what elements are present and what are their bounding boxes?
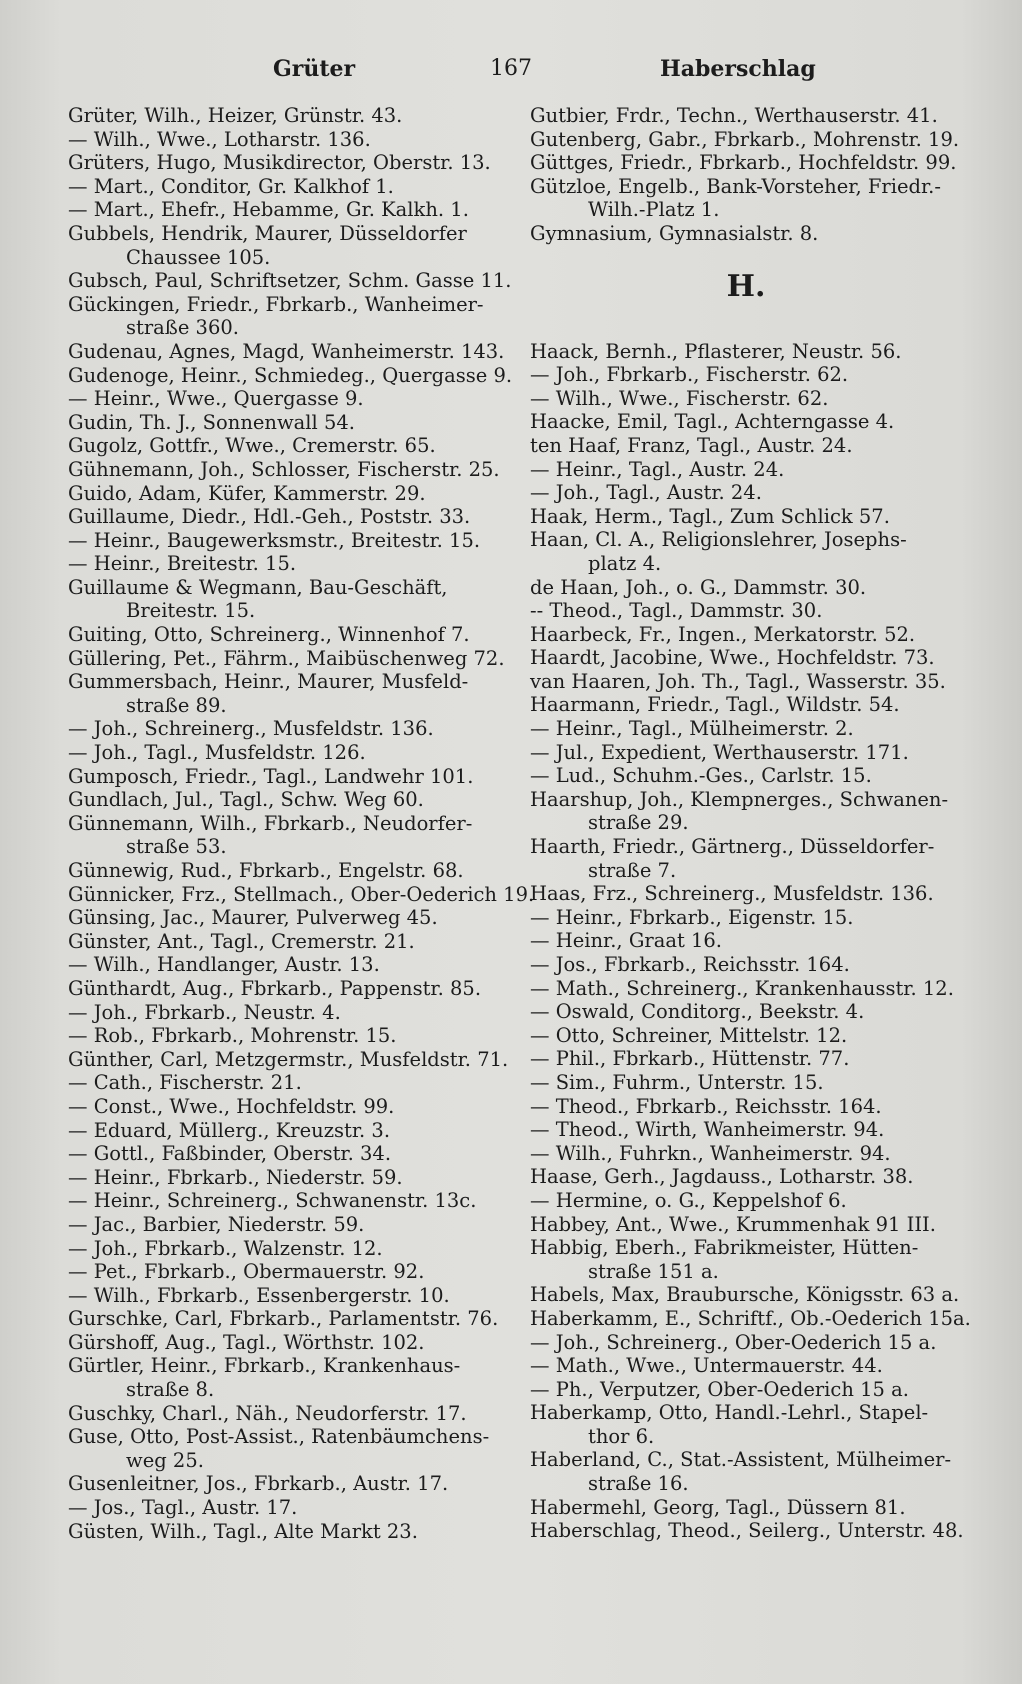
directory-entry bbox=[68, 1047, 509, 1072]
entry-continuation: Wilh.-Platz 1. bbox=[588, 198, 720, 222]
directory-entry bbox=[530, 717, 962, 741]
directory-entry bbox=[530, 1118, 962, 1142]
directory-entry bbox=[68, 930, 498, 954]
entry-line: Gummersbach, Heinr., Maurer, Musfeld- bbox=[68, 670, 469, 694]
entry-line: de Haan, Joh., o. G., Dammstr. 30. bbox=[530, 575, 867, 599]
entry-continuation: straße 151 a. bbox=[588, 1259, 719, 1283]
entry-line: Gurschke, Carl, Fbrkarb., Parlamentstr. 76. bbox=[68, 1307, 499, 1331]
entry-line: Günster, Ant., Tagl., Cremerstr. 21. bbox=[68, 929, 415, 953]
directory-entry bbox=[68, 1071, 498, 1095]
directory-entry bbox=[68, 1119, 498, 1143]
entry-line: — Jos., Fbrkarb., Reichsstr. 164. bbox=[530, 953, 850, 976]
directory-entry bbox=[68, 1284, 498, 1308]
directory-entry bbox=[68, 1213, 498, 1237]
directory-entry bbox=[68, 1354, 498, 1401]
entry-continuation: thor 6. bbox=[588, 1424, 655, 1448]
entry-line: -- Theod., Tagl., Dammstr. 30. bbox=[530, 599, 823, 623]
entry-line: — Hermine, o. G., Keppelshof 6. bbox=[530, 1188, 847, 1212]
entry-line: — Ph., Verputzer, Ober-Oederich 15 a. bbox=[530, 1377, 909, 1401]
entry-line: Güttges, Friedr., Fbrkarb., Hochfeldstr. 99. bbox=[530, 151, 957, 175]
directory-entry bbox=[530, 151, 962, 175]
directory-entry bbox=[530, 764, 962, 788]
directory-entry bbox=[530, 1071, 962, 1095]
entry-line: Grüter, Wilh., Heizer, Grünstr. 43. bbox=[68, 104, 403, 127]
entry-line: Haase, Gerh., Jagdauss., Lotharstr. 38. bbox=[530, 1165, 914, 1189]
directory-entry bbox=[68, 859, 498, 883]
directory-entry bbox=[530, 1306, 971, 1331]
directory-entry bbox=[68, 1331, 498, 1355]
directory-entry bbox=[530, 788, 962, 835]
directory-entry bbox=[68, 906, 498, 930]
directory-entry bbox=[530, 505, 962, 529]
directory-entry bbox=[68, 646, 505, 671]
directory-entry bbox=[530, 906, 962, 930]
entry-line: Guschky, Charl., Näh., Neudorferstr. 17. bbox=[68, 1401, 467, 1425]
directory-entry bbox=[68, 458, 498, 482]
entry-line: — Joh., Tagl., Musfeldstr. 126. bbox=[68, 741, 366, 765]
entry-line: Gutenberg, Gabr., Fbrkarb., Mohrenstr. 19. bbox=[530, 127, 960, 151]
directory-entry bbox=[68, 222, 498, 269]
directory-entry bbox=[68, 576, 498, 623]
entry-line: — Lud., Schuhm.-Ges., Carlstr. 15. bbox=[530, 764, 872, 788]
entry-line: Günther, Carl, Metzgermstr., Musfeldstr. 71. bbox=[68, 1047, 509, 1071]
directory-entry bbox=[530, 929, 962, 953]
entry-line: Habermehl, Georg, Tagl., Düssern 81. bbox=[530, 1495, 906, 1519]
entry-line: Gundlach, Jul., Tagl., Schw. Weg 60. bbox=[68, 788, 424, 812]
entry-line: — Wilh., Wwe., Lotharstr. 136. bbox=[68, 127, 371, 151]
entry-line: — Jul., Expedient, Werthauserstr. 171. bbox=[530, 740, 909, 764]
directory-entry bbox=[530, 363, 962, 387]
directory-entry bbox=[68, 339, 505, 364]
entry-line: — Wilh., Fbrkarb., Essenbergerstr. 10. bbox=[68, 1283, 450, 1307]
directory-entry bbox=[68, 1307, 498, 1331]
directory-entry bbox=[68, 1472, 498, 1496]
entry-continuation: Breitestr. 15. bbox=[126, 599, 256, 623]
entry-line: van Haaren, Joh. Th., Tagl., Wasserstr. 35. bbox=[530, 669, 946, 693]
entry-line: Guido, Adam, Küfer, Kammerstr. 29. bbox=[68, 481, 426, 505]
directory-entry bbox=[530, 1165, 962, 1189]
right-column-top bbox=[530, 104, 962, 246]
directory-entry bbox=[530, 458, 962, 482]
entry-line: — Otto, Schreiner, Mittelstr. 12. bbox=[530, 1023, 848, 1047]
directory-entry bbox=[68, 128, 498, 152]
entry-line: — Cath., Fischerstr. 21. bbox=[68, 1071, 302, 1095]
entry-line: Günnicker, Frz., Stellmach., Ober-Oederich 19. bbox=[68, 882, 535, 906]
entry-continuation: straße 360. bbox=[126, 316, 239, 340]
directory-entry bbox=[68, 741, 498, 765]
entry-line: Gubbels, Hendrik, Maurer, Düsseldorfer bbox=[68, 221, 467, 245]
directory-entry bbox=[68, 1260, 498, 1284]
entry-line: Haberland, C., Stat.-Assistent, Mülheimer- bbox=[530, 1448, 952, 1472]
entry-line: Haardt, Jacobine, Wwe., Hochfeldstr. 73. bbox=[530, 646, 935, 670]
directory-entry bbox=[530, 882, 962, 906]
directory-entry bbox=[530, 1213, 962, 1237]
entry-line: Gützloe, Engelb., Bank-Vorsteher, Friedr.- bbox=[530, 174, 941, 198]
directory-entry bbox=[68, 198, 498, 222]
directory-entry bbox=[530, 599, 962, 623]
entry-line: — Heinr., Tagl., Austr. 24. bbox=[530, 457, 785, 481]
directory-entry bbox=[68, 363, 513, 388]
directory-entry bbox=[68, 387, 498, 411]
directory-entry bbox=[68, 1520, 498, 1544]
entry-line: Günthardt, Aug., Fbrkarb., Pappenstr. 85. bbox=[68, 976, 482, 1000]
entry-line: Gudenoge, Heinr., Schmiedeg., Quergasse 9. bbox=[68, 363, 513, 387]
directory-entry bbox=[68, 175, 498, 199]
left-column bbox=[68, 104, 535, 1543]
header-left-keyword: Grüter bbox=[273, 56, 356, 82]
directory-entry bbox=[530, 222, 962, 246]
page-number: 167 bbox=[490, 56, 532, 81]
directory-entry bbox=[68, 623, 498, 647]
directory-entry bbox=[530, 670, 962, 694]
directory-entry bbox=[68, 977, 498, 1001]
directory-entry bbox=[530, 693, 962, 717]
entry-continuation: straße 16. bbox=[588, 1472, 689, 1496]
entry-line: Günsing, Jac., Maurer, Pulverweg 45. bbox=[68, 906, 438, 930]
entry-line: — Rob., Fbrkarb., Mohrenstr. 15. bbox=[68, 1024, 397, 1048]
entry-line: Habbig, Eberh., Fabrikmeister, Hütten- bbox=[530, 1236, 919, 1260]
entry-line: — Math., Wwe., Untermauerstr. 44. bbox=[530, 1354, 883, 1378]
entry-line: Haak, Herm., Tagl., Zum Schlick 57. bbox=[530, 504, 890, 528]
entry-line: — Sim., Fuhrm., Unterstr. 15. bbox=[530, 1070, 824, 1094]
entry-line: Haacke, Emil, Tagl., Achterngasse 4. bbox=[530, 410, 895, 434]
entry-line: — Joh., Fbrkarb., Fischerstr. 62. bbox=[530, 363, 849, 387]
entry-line: — Theod., Fbrkarb., Reichsstr. 164. bbox=[530, 1094, 882, 1118]
directory-entry bbox=[530, 1236, 962, 1283]
entry-continuation: Chaussee 105. bbox=[126, 245, 271, 269]
entry-line: — Joh., Fbrkarb., Walzenstr. 12. bbox=[68, 1236, 383, 1260]
entry-line: — Joh., Tagl., Austr. 24. bbox=[530, 481, 762, 505]
directory-entry bbox=[68, 1001, 498, 1025]
directory-entry bbox=[530, 481, 962, 505]
directory-entry bbox=[68, 293, 498, 340]
directory-entry bbox=[68, 411, 498, 435]
directory-entry bbox=[68, 788, 498, 812]
entry-continuation: straße 53. bbox=[126, 835, 227, 859]
directory-entry bbox=[68, 1402, 498, 1426]
directory-entry bbox=[530, 1448, 962, 1495]
entry-line: Gutbier, Frdr., Techn., Werthauserstr. 41. bbox=[530, 104, 938, 127]
entry-continuation: weg 25. bbox=[126, 1448, 204, 1472]
entry-line: — Joh., Schreinerg., Musfeldstr. 136. bbox=[68, 717, 434, 741]
entry-line: — Heinr., Fbrkarb., Niederstr. 59. bbox=[68, 1165, 403, 1189]
entry-line: Guse, Otto, Post-Assist., Ratenbäumchens- bbox=[68, 1425, 490, 1449]
directory-entry bbox=[530, 1047, 962, 1071]
entry-line: Günnemann, Wilh., Fbrkarb., Neudorfer- bbox=[68, 811, 473, 835]
entry-line: Gubsch, Paul, Schriftsetzer, Schm. Gasse 11. bbox=[68, 269, 512, 293]
entry-line: — Gottl., Faßbinder, Oberstr. 34. bbox=[68, 1142, 392, 1166]
entry-continuation: platz 4. bbox=[588, 551, 662, 575]
directory-entry bbox=[68, 482, 498, 506]
entry-line: Habbey, Ant., Wwe., Krummenhak 91 III. bbox=[530, 1212, 936, 1236]
directory-entry bbox=[530, 1378, 962, 1402]
entry-line: ten Haaf, Franz, Tagl., Austr. 24. bbox=[530, 433, 853, 457]
entry-line: Gumposch, Friedr., Tagl., Landwehr 101. bbox=[68, 764, 474, 788]
directory-entry bbox=[68, 1095, 498, 1119]
directory-entry bbox=[530, 340, 962, 364]
entry-line: Gürtler, Heinr., Fbrkarb., Krankenhaus- bbox=[68, 1354, 461, 1378]
directory-entry bbox=[530, 410, 962, 434]
directory-entry bbox=[68, 670, 498, 717]
directory-entry bbox=[530, 835, 962, 882]
directory-entry bbox=[530, 387, 962, 411]
entry-line: Güllering, Pet., Fährm., Maibüschenweg 72. bbox=[68, 646, 505, 670]
entry-line: Güsten, Wilh., Tagl., Alte Markt 23. bbox=[68, 1519, 418, 1543]
entry-line: — Theod., Wirth, Wanheimerstr. 94. bbox=[530, 1118, 885, 1142]
directory-entry bbox=[68, 1142, 498, 1166]
directory-entry bbox=[68, 104, 498, 128]
directory-entry bbox=[68, 552, 498, 576]
entry-continuation: straße 8. bbox=[126, 1378, 215, 1402]
entry-line: Gühnemann, Joh., Schlosser, Fischerstr. 25. bbox=[68, 457, 500, 481]
directory-entry bbox=[530, 1095, 962, 1119]
directory-entry bbox=[68, 812, 498, 859]
entry-line: — Heinr., Baugewerksmstr., Breitestr. 15. bbox=[68, 528, 481, 552]
right-column-bottom bbox=[530, 339, 971, 1543]
entry-line: Haarshup, Joh., Klempnerges., Schwanen- bbox=[530, 787, 949, 811]
directory-entry bbox=[530, 1519, 962, 1543]
entry-line: Gudin, Th. J., Sonnenwall 54. bbox=[68, 410, 355, 434]
directory-entry bbox=[530, 128, 962, 152]
directory-entry bbox=[68, 434, 498, 458]
entry-line: — Wilh., Wwe., Fischerstr. 62. bbox=[530, 386, 829, 410]
directory-entry bbox=[530, 953, 962, 977]
entry-line: Grüters, Hugo, Musikdirector, Oberstr. 13. bbox=[68, 151, 491, 175]
entry-line: — Joh., Fbrkarb., Neustr. 4. bbox=[68, 1000, 341, 1024]
directory-entry bbox=[68, 717, 498, 741]
directory-entry bbox=[530, 175, 962, 222]
entry-line: — Math., Schreinerg., Krankenhausstr. 12. bbox=[530, 976, 954, 1000]
entry-line: — Joh., Schreinerg., Ober-Oederich 15 a. bbox=[530, 1330, 937, 1354]
entry-line: — Mart., Conditor, Gr. Kalkhof 1. bbox=[68, 174, 394, 198]
directory-entry bbox=[68, 1237, 498, 1261]
directory-entry bbox=[68, 1024, 498, 1048]
entry-line: Guillaume & Wegmann, Bau-Geschäft, bbox=[68, 575, 448, 599]
entry-line: — Heinr., Wwe., Quergasse 9. bbox=[68, 387, 364, 411]
entry-line: Guillaume, Diedr., Hdl.-Geh., Poststr. 33. bbox=[68, 505, 471, 529]
directory-entry bbox=[68, 151, 498, 175]
entry-line: Haberschlag, Theod., Seilerg., Unterstr. 48. bbox=[530, 1519, 964, 1543]
entry-line: Haan, Cl. A., Religionslehrer, Josephs- bbox=[530, 528, 907, 552]
page-header bbox=[60, 56, 816, 92]
directory-entry bbox=[530, 1401, 962, 1448]
entry-line: — Pet., Fbrkarb., Obermauerstr. 92. bbox=[68, 1260, 425, 1284]
section-letter-heading: H. bbox=[726, 268, 766, 304]
entry-line: — Heinr., Tagl., Mülheimerstr. 2. bbox=[530, 717, 854, 741]
entry-line: — Oswald, Conditorg., Beekstr. 4. bbox=[530, 1000, 865, 1024]
entry-line: Haarmann, Friedr., Tagl., Wildstr. 54. bbox=[530, 693, 900, 717]
entry-line: Haarbeck, Fr., Ingen., Merkatorstr. 52. bbox=[530, 622, 916, 646]
entry-line: Guiting, Otto, Schreinerg., Winnenhof 7. bbox=[68, 623, 470, 647]
directory-entry bbox=[68, 529, 498, 553]
directory-entry bbox=[530, 1024, 962, 1048]
directory-entry bbox=[530, 1189, 962, 1213]
entry-line: — Const., Wwe., Hochfeldstr. 99. bbox=[68, 1094, 395, 1118]
directory-entry bbox=[68, 765, 498, 789]
directory-entry bbox=[530, 1354, 962, 1378]
directory-entry bbox=[68, 269, 512, 293]
entry-continuation: straße 89. bbox=[126, 693, 227, 717]
directory-entry bbox=[530, 1000, 962, 1024]
entry-line: Haberkamp, Otto, Handl.-Lehrl., Stapel- bbox=[530, 1401, 929, 1425]
entry-line: Habels, Max, Braubursche, Königsstr. 63 a. bbox=[530, 1283, 960, 1307]
directory-entry bbox=[68, 1496, 498, 1520]
directory-entry bbox=[68, 1166, 498, 1190]
directory-entry bbox=[68, 953, 498, 977]
entry-line: — Jac., Barbier, Niederstr. 59. bbox=[68, 1212, 365, 1236]
entry-line: Gürshoff, Aug., Tagl., Wörthstr. 102. bbox=[68, 1330, 425, 1354]
entry-line: — Heinr., Schreinerg., Schwanenstr. 13c. bbox=[68, 1189, 477, 1213]
directory-entry bbox=[68, 1425, 498, 1472]
entry-line: Gückingen, Friedr., Fbrkarb., Wanheimer- bbox=[68, 292, 484, 316]
entry-line: — Wilh., Handlanger, Austr. 13. bbox=[68, 953, 380, 977]
entry-line: — Mart., Ehefr., Hebamme, Gr. Kalkh. 1. bbox=[68, 198, 469, 222]
directory-entry bbox=[530, 741, 962, 765]
right-column bbox=[530, 104, 971, 1543]
entry-line: — Eduard, Müllerg., Kreuzstr. 3. bbox=[68, 1118, 391, 1142]
directory-entry bbox=[530, 646, 962, 670]
directory-entry bbox=[68, 882, 535, 907]
entry-line: — Heinr., Graat 16. bbox=[530, 929, 723, 953]
entry-line: — Phil., Fbrkarb., Hüttenstr. 77. bbox=[530, 1047, 850, 1071]
entry-line: Haberkamm, E., Schriftf., Ob.-Oederich 15a. bbox=[530, 1306, 971, 1330]
entry-line: Gusenleitner, Jos., Fbrkarb., Austr. 17. bbox=[68, 1472, 449, 1496]
entry-line: Haarth, Friedr., Gärtnerg., Düsseldorfer- bbox=[530, 835, 935, 859]
directory-entry bbox=[530, 1283, 962, 1307]
directory-entry bbox=[530, 104, 962, 128]
directory-entry bbox=[530, 434, 962, 458]
entry-continuation: straße 7. bbox=[588, 858, 677, 882]
entry-line: Günnewig, Rud., Fbrkarb., Engelstr. 68. bbox=[68, 859, 464, 882]
header-right-keyword: Haberschlag bbox=[660, 56, 816, 82]
entry-line: — Jos., Tagl., Austr. 17. bbox=[68, 1496, 298, 1520]
entry-line: Gymnasium, Gymnasialstr. 8. bbox=[530, 221, 819, 245]
entry-line: Haas, Frz., Schreinerg., Musfeldstr. 136. bbox=[530, 882, 934, 906]
directory-entry bbox=[68, 505, 498, 529]
entry-line: — Heinr., Breitestr. 15. bbox=[68, 552, 297, 576]
directory-entry bbox=[530, 1142, 962, 1166]
directory-entry bbox=[68, 1189, 498, 1213]
entry-line: Haack, Bernh., Pflasterer, Neustr. 56. bbox=[530, 339, 902, 363]
directory-entry bbox=[530, 1496, 962, 1520]
directory-entry bbox=[530, 576, 962, 600]
directory-entry bbox=[530, 528, 962, 575]
directory-entry bbox=[530, 1331, 962, 1355]
entry-continuation: straße 29. bbox=[588, 811, 689, 835]
directory-entry bbox=[530, 977, 962, 1001]
entry-line: — Heinr., Fbrkarb., Eigenstr. 15. bbox=[530, 905, 854, 929]
directory-entry bbox=[530, 623, 962, 647]
entry-line: Gudenau, Agnes, Magd, Wanheimerstr. 143. bbox=[68, 339, 505, 363]
entry-line: — Wilh., Fuhrkn., Wanheimerstr. 94. bbox=[530, 1141, 891, 1165]
entry-line: Gugolz, Gottfr., Wwe., Cremerstr. 65. bbox=[68, 434, 436, 458]
